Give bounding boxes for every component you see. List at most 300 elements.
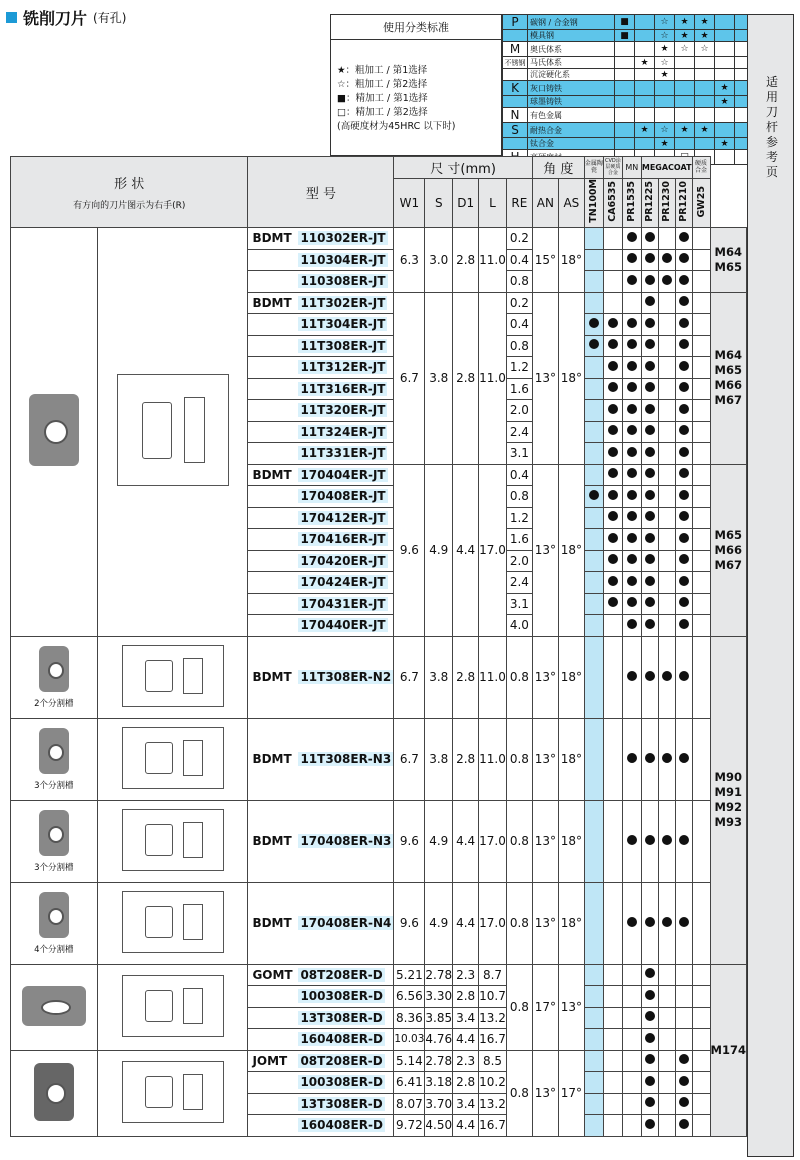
grade-cell <box>603 718 622 800</box>
dim-re: 0.8 <box>506 800 532 882</box>
availability-dot <box>679 425 689 435</box>
grade-cell <box>692 1050 710 1072</box>
availability-dot <box>662 253 672 263</box>
dim-s: 3.30 <box>425 986 453 1008</box>
grade-cell <box>584 1072 603 1094</box>
grade-cell <box>675 443 692 465</box>
shape-label: 形 状 <box>114 177 145 192</box>
dim-d1: 4.4 <box>453 1115 479 1137</box>
insert-caption: 4个分割槽 <box>34 944 74 955</box>
grade-cell <box>658 400 675 422</box>
grade-cell <box>622 718 641 800</box>
model-suffix: 170408ER-N3 <box>300 834 392 848</box>
dim-s: 3.0 <box>425 228 453 293</box>
grade-cell <box>603 1093 622 1115</box>
grade-cell <box>622 443 641 465</box>
dim-re: 0.8 <box>506 1050 532 1136</box>
grade-mark <box>615 138 635 150</box>
availability-dot <box>679 917 689 927</box>
availability-dot <box>608 404 618 414</box>
grade-cell <box>658 249 675 271</box>
model-suffix: 170424ER-JT <box>300 575 386 590</box>
grade-mark: ☆ <box>675 42 695 57</box>
grade-cell <box>603 636 622 718</box>
grade-mark <box>695 57 715 69</box>
grade-mark: ☆ <box>655 30 675 42</box>
dim-re: 0.8 <box>506 964 532 1050</box>
grade-mark: ★ <box>675 15 695 30</box>
availability-dot <box>679 1076 689 1086</box>
ref-pages <box>710 464 746 636</box>
dim-re: 0.8 <box>506 335 532 357</box>
legend-line: ■：精加工 / 第1选择 <box>337 93 428 104</box>
grade-cell <box>658 443 675 465</box>
grade-cell <box>675 636 692 718</box>
grade-cell <box>622 1093 641 1115</box>
dim-d1: 3.4 <box>453 1007 479 1029</box>
dim-s: 4.9 <box>425 464 453 636</box>
dim-l: 8.5 <box>479 1050 507 1072</box>
dim-d1: 4.4 <box>453 1029 479 1051</box>
grade-cell <box>584 271 603 293</box>
grade-cell <box>692 357 710 379</box>
grade-cell <box>692 292 710 314</box>
grade-mark <box>675 81 695 96</box>
grade-cell <box>603 378 622 400</box>
shape-drawing-cell <box>97 800 248 882</box>
availability-dot <box>627 597 637 607</box>
shape-drawing-cell <box>97 882 248 964</box>
grade-mark <box>615 42 635 57</box>
grade-cell <box>675 271 692 293</box>
dim-re: 3.1 <box>506 593 532 615</box>
model-header: 型 号 <box>248 157 394 228</box>
grade-mark <box>635 81 655 96</box>
grade-cell <box>584 400 603 422</box>
dim-l: 11.0 <box>479 228 507 293</box>
col-header: W1 <box>394 178 425 227</box>
model-suffix: 170408ER-N4 <box>300 916 392 930</box>
grade-cell <box>584 964 603 986</box>
model-suffix: 170416ER-JT <box>300 532 386 547</box>
dim-d1: 2.8 <box>453 636 479 718</box>
grade-cell <box>603 1072 622 1094</box>
grade-mark <box>715 69 735 81</box>
classification-row <box>503 81 755 96</box>
insert-drawing <box>122 809 224 871</box>
grade-cell <box>641 335 658 357</box>
grade-cell <box>584 550 603 572</box>
insert-photo <box>29 394 79 466</box>
angle-as: 17° <box>558 1050 584 1136</box>
grade-cell <box>641 507 658 529</box>
dim-s: 4.76 <box>425 1029 453 1051</box>
model-suffix: 11T312ER-JT <box>300 360 386 375</box>
col-header: AN <box>532 178 558 227</box>
grade-cell <box>622 421 641 443</box>
grade-cell <box>622 486 641 508</box>
availability-dot <box>645 753 655 763</box>
dim-d1: 3.4 <box>453 1093 479 1115</box>
drawing-side <box>183 1074 203 1111</box>
grade-cell <box>692 882 710 964</box>
classification-row <box>503 123 755 138</box>
grade-cell <box>658 1029 675 1051</box>
dim-s: 4.50 <box>425 1115 453 1137</box>
availability-dot <box>679 447 689 457</box>
availability-dot <box>608 318 618 328</box>
col-header: L <box>479 178 507 227</box>
availability-dot <box>627 835 637 845</box>
availability-dot <box>645 554 655 564</box>
page-title <box>6 6 126 29</box>
dim-re: 0.8 <box>506 636 532 718</box>
availability-dot <box>627 404 637 414</box>
grade-cell <box>692 964 710 986</box>
iso-class: P <box>503 15 528 30</box>
grade-cell <box>641 1029 658 1051</box>
dim-l: 10.2 <box>479 1072 507 1094</box>
grade-cell <box>675 378 692 400</box>
availability-dot <box>608 382 618 392</box>
grade-mark: ■ <box>615 15 635 30</box>
col-header: RE <box>506 178 532 227</box>
availability-dot <box>645 511 655 521</box>
model-cell <box>248 1115 394 1137</box>
table-row <box>11 964 747 986</box>
grade-cell <box>641 1115 658 1137</box>
grade-cell <box>641 1072 658 1094</box>
grade-cell <box>658 636 675 718</box>
grade-cell <box>603 292 622 314</box>
model-cell <box>248 314 394 336</box>
grade-cell <box>692 228 710 250</box>
grade-name: PR1535 <box>626 180 638 222</box>
grade-cell <box>675 1007 692 1029</box>
grade-cell <box>641 486 658 508</box>
grade-mark <box>615 81 635 96</box>
grade-cell <box>675 800 692 882</box>
grade-cell <box>675 1050 692 1072</box>
grade-cell <box>603 464 622 486</box>
model-cell <box>248 443 394 465</box>
model-suffix: 11T324ER-JT <box>300 424 386 439</box>
dims-header: 尺 寸(mm) <box>394 157 533 179</box>
grade-cell <box>622 378 641 400</box>
grade-mark <box>615 57 635 69</box>
availability-dot <box>679 296 689 306</box>
grade-cell <box>584 529 603 551</box>
grade-cell <box>658 228 675 250</box>
grade-mark <box>635 69 655 81</box>
ref-page: M66 <box>714 542 742 557</box>
classification-table <box>502 14 755 165</box>
grade-cell <box>658 335 675 357</box>
grade-cell <box>675 400 692 422</box>
grade-cell <box>603 882 622 964</box>
grade-cell <box>603 421 622 443</box>
grade-mark <box>675 69 695 81</box>
legend-line: □：精加工 / 第2选择 <box>337 107 428 118</box>
angle-an: 15° <box>532 228 558 293</box>
availability-dot <box>608 490 618 500</box>
dim-l: 11.0 <box>479 292 507 464</box>
model-cell <box>248 1050 394 1072</box>
grade-mark <box>675 108 695 123</box>
dim-re: 0.4 <box>506 464 532 486</box>
grade-cell <box>692 800 710 882</box>
model-cell <box>248 615 394 637</box>
grade-header <box>692 178 710 227</box>
grade-name: GW25 <box>695 185 707 218</box>
grade-cell <box>584 357 603 379</box>
availability-dot <box>645 597 655 607</box>
grade-cell <box>658 1093 675 1115</box>
grade-cell <box>692 464 710 486</box>
insert-photo <box>39 646 69 692</box>
ref-page: M65 <box>714 363 742 377</box>
grade-cell <box>622 507 641 529</box>
availability-dot <box>627 339 637 349</box>
availability-dot <box>645 1097 655 1107</box>
grade-cell <box>692 718 710 800</box>
grade-cell <box>658 421 675 443</box>
insert-caption: 3个分割槽 <box>34 862 74 873</box>
grade-cell <box>675 486 692 508</box>
iso-class: N <box>503 108 528 123</box>
grade-cell <box>675 1093 692 1115</box>
grade-cell <box>692 400 710 422</box>
table-row <box>11 800 747 882</box>
model-cell <box>248 718 394 800</box>
shape-photo-cell <box>11 718 98 800</box>
insert-caption: 2个分割槽 <box>34 698 74 709</box>
availability-dot <box>627 382 637 392</box>
grade-cell <box>603 357 622 379</box>
grade-cell <box>584 314 603 336</box>
grade-cell <box>675 507 692 529</box>
availability-dot <box>645 361 655 371</box>
dim-w1: 6.56 <box>394 986 425 1008</box>
grade-cell <box>641 228 658 250</box>
availability-dot <box>662 835 672 845</box>
availability-dot <box>679 275 689 285</box>
dim-s: 3.70 <box>425 1093 453 1115</box>
dim-re: 2.0 <box>506 550 532 572</box>
drawing-side <box>183 988 203 1025</box>
model-suffix: 170404ER-JT <box>300 467 386 482</box>
legend-line: (高硬度材为45HRC 以下时) <box>337 121 456 132</box>
grade-cell <box>692 443 710 465</box>
insert-drawing <box>122 645 224 707</box>
grade-cell <box>692 1007 710 1029</box>
ref-page: M65 <box>714 527 742 542</box>
grade-mark <box>715 15 735 30</box>
ref-page: M64 <box>714 244 742 259</box>
availability-dot <box>645 968 655 978</box>
grade-cell <box>622 357 641 379</box>
availability-dot <box>627 275 637 285</box>
cvd-header: CVD涂层硬质合金 <box>604 158 621 177</box>
shape-drawing-cell <box>97 228 248 637</box>
grade-cell <box>641 636 658 718</box>
dim-re: 1.2 <box>506 507 532 529</box>
grade-cell <box>658 572 675 594</box>
dim-w1: 8.07 <box>394 1093 425 1115</box>
dim-l: 11.0 <box>479 718 507 800</box>
ref-page: M92 <box>714 800 742 814</box>
availability-dot <box>645 1119 655 1129</box>
mn-header: MN <box>622 157 641 179</box>
classification-row <box>503 69 755 81</box>
grade-cell <box>641 615 658 637</box>
grade-mark <box>635 108 655 123</box>
grade-header <box>584 178 603 227</box>
legend-line: ★：粗加工 / 第1选择 <box>337 65 428 76</box>
model-prefix: JOMT <box>252 1053 288 1068</box>
availability-dot <box>627 619 637 629</box>
grade-cell <box>675 1072 692 1094</box>
dim-w1: 9.6 <box>394 882 425 964</box>
grade-cell <box>658 464 675 486</box>
grade-cell <box>641 1007 658 1029</box>
col-header: S <box>425 178 453 227</box>
model-suffix: 13T308ER-D <box>300 1096 383 1111</box>
grade-cell <box>622 400 641 422</box>
grade-cell <box>641 357 658 379</box>
dim-d1: 4.4 <box>453 800 479 882</box>
model-cell <box>248 292 394 314</box>
grade-cell <box>692 314 710 336</box>
grade-cell <box>658 1115 675 1137</box>
availability-dot <box>679 576 689 586</box>
grade-cell <box>658 314 675 336</box>
model-suffix: 110304ER-JT <box>300 252 386 267</box>
model-suffix: 11T320ER-JT <box>300 403 386 418</box>
grade-cell <box>622 249 641 271</box>
grade-cell <box>692 572 710 594</box>
side-column <box>747 14 794 1157</box>
grade-cell <box>675 314 692 336</box>
availability-dot <box>645 232 655 242</box>
grade-cell <box>622 615 641 637</box>
grade-cell <box>658 882 675 964</box>
angle-an: 13° <box>532 1050 558 1136</box>
grade-mark <box>695 69 715 81</box>
grade-cell <box>622 550 641 572</box>
grade-cell <box>675 228 692 250</box>
grade-cell <box>622 1050 641 1072</box>
grade-cell <box>584 572 603 594</box>
grade-cell <box>692 615 710 637</box>
grade-mark <box>635 138 655 150</box>
availability-dot <box>627 511 637 521</box>
model-cell <box>248 1093 394 1115</box>
dim-l: 16.7 <box>479 1029 507 1051</box>
model-suffix: 11T304ER-JT <box>300 317 386 332</box>
grade-cell <box>675 1115 692 1137</box>
grade-mark <box>715 42 735 57</box>
dim-d1: 2.3 <box>453 964 479 986</box>
availability-dot <box>627 671 637 681</box>
grade-cell <box>658 378 675 400</box>
model-cell <box>248 486 394 508</box>
grade-mark: ☆ <box>655 123 675 138</box>
grade-cell <box>675 882 692 964</box>
model-cell <box>248 800 394 882</box>
classification-row <box>503 30 755 42</box>
model-suffix: 170440ER-JT <box>300 618 386 633</box>
model-cell <box>248 986 394 1008</box>
grade-cell <box>603 486 622 508</box>
grade-cell <box>622 636 641 718</box>
ref-page: M91 <box>714 785 742 799</box>
grade-cell <box>658 507 675 529</box>
availability-dot <box>679 382 689 392</box>
grade-mark <box>615 69 635 81</box>
grade-cell <box>692 1093 710 1115</box>
grade-cell <box>584 615 603 637</box>
classification-row <box>503 57 755 69</box>
grade-cell <box>641 400 658 422</box>
grade-cell <box>584 378 603 400</box>
grade-cell <box>584 1007 603 1029</box>
dim-s: 3.18 <box>425 1072 453 1094</box>
model-cell <box>248 636 394 718</box>
grade-cell <box>675 964 692 986</box>
grade-mark <box>715 123 735 138</box>
grade-cell <box>622 271 641 293</box>
grade-mark: ★ <box>715 138 735 150</box>
availability-dot <box>679 835 689 845</box>
model-cell <box>248 529 394 551</box>
grade-cell <box>658 964 675 986</box>
grade-cell <box>692 1029 710 1051</box>
grade-cell <box>692 486 710 508</box>
grade-cell <box>658 271 675 293</box>
grade-cell <box>603 507 622 529</box>
grade-cell <box>584 1093 603 1115</box>
grade-mark: ★ <box>635 123 655 138</box>
col-header: D1 <box>453 178 479 227</box>
availability-dot <box>679 1054 689 1064</box>
availability-dot <box>645 1011 655 1021</box>
availability-dot <box>645 318 655 328</box>
grade-mark <box>655 108 675 123</box>
model-suffix: 160408ER-D <box>300 1032 383 1047</box>
table-row <box>11 718 747 800</box>
insert-photo <box>39 810 69 856</box>
availability-dot <box>645 619 655 629</box>
ref-pages <box>710 228 746 293</box>
grade-name: PR1225 <box>644 180 656 222</box>
availability-dot <box>645 1054 655 1064</box>
model-prefix: BDMT <box>252 752 292 766</box>
dim-l: 17.0 <box>479 800 507 882</box>
ref-page: M90 <box>714 770 742 784</box>
grade-cell <box>603 314 622 336</box>
grade-mark: ★ <box>655 138 675 150</box>
legend-lines <box>331 40 501 134</box>
side-title: 适用刀杆参考页 <box>765 75 778 179</box>
dim-re: 4.0 <box>506 615 532 637</box>
header-row <box>11 157 747 179</box>
grade-mark <box>655 81 675 96</box>
grade-mark <box>655 96 675 108</box>
model-suffix: 100308ER-D <box>300 1075 383 1090</box>
dim-w1: 6.7 <box>394 718 425 800</box>
dim-l: 13.2 <box>479 1007 507 1029</box>
